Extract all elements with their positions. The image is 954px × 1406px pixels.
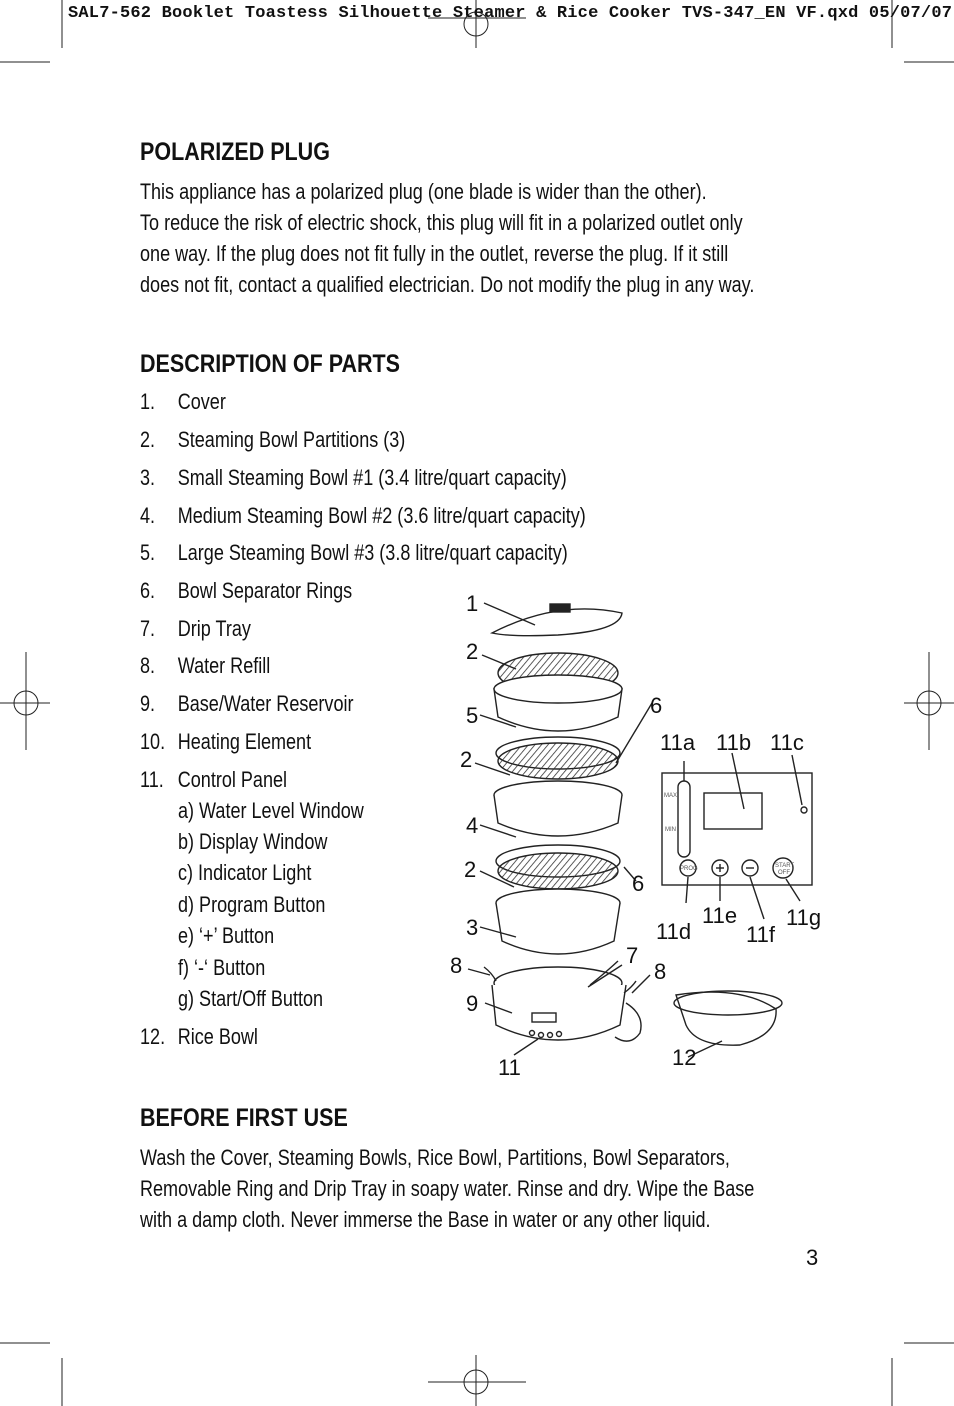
list-item: 9. Base/Water Reservoir — [140, 691, 354, 716]
before-first-use-heading: BEFORE FIRST USE — [140, 1104, 348, 1132]
callout: 2 — [460, 747, 473, 772]
text-line: This appliance has a polarized plug (one blade is wider than the other). — [140, 179, 707, 204]
callout: 3 — [466, 915, 479, 940]
panel-prog-label: PROG — [680, 866, 698, 872]
page-number: 3 — [806, 1245, 819, 1270]
callout: 11c — [770, 730, 804, 755]
cover-illustration — [492, 609, 622, 636]
callout: 8 — [450, 953, 463, 978]
callout: 11 — [498, 1055, 521, 1080]
text-line: Removable Ring and Drip Tray in soapy water. Rinse and dry. Wipe the Base — [140, 1176, 755, 1201]
callout: 11a — [660, 730, 696, 755]
callout: 11b — [716, 730, 752, 755]
cover-handle — [550, 604, 570, 612]
callout: 2 — [466, 639, 479, 664]
sub-item: b) Display Window — [178, 829, 328, 854]
text-line: with a damp cloth. Never immerse the Base in water or any other liquid. — [140, 1207, 711, 1232]
sub-item: a) Water Level Window — [178, 798, 364, 823]
list-item: 5. Large Steaming Bowl #3 (3.8 litre/quart capacity) — [140, 540, 568, 565]
sub-item: c) Indicator Light — [178, 860, 312, 885]
callout: 11e — [702, 903, 738, 928]
callout: 12 — [672, 1045, 697, 1070]
steamer-diagram — [440, 585, 840, 1085]
file-slug: SAL7-562 Booklet Toastess Silhouette Steamer & Rice Cooker TVS-347_EN VF.qxd 05/07/07 — [68, 4, 953, 23]
description-of-parts-heading: DESCRIPTION OF PARTS — [140, 350, 401, 378]
small-bowl-illustration — [496, 903, 620, 954]
text-line: one way. If the plug does not fit fully in the outlet, reverse the plug. If it still — [140, 241, 729, 266]
before-first-use-text — [140, 1142, 796, 1235]
panel-max-label: MAX — [664, 793, 678, 799]
callout: 6 — [632, 871, 645, 896]
callout: 2 — [464, 857, 477, 882]
callout: 11g — [786, 905, 822, 930]
water-level-window — [678, 781, 690, 857]
list-item: 12. Rice Bowl — [140, 1024, 258, 1049]
callout: 8 — [654, 959, 667, 984]
list-item: 8. Water Refill — [140, 653, 271, 678]
callout: 9 — [466, 991, 479, 1016]
rice-bowl-illustration — [676, 992, 776, 1045]
list-item: 11. Control Panel — [140, 767, 288, 792]
sub-item: d) Program Button — [178, 892, 326, 917]
callout: 11f — [746, 922, 775, 947]
sub-item: g) Start/Off Button — [178, 986, 324, 1011]
list-item: 6. Bowl Separator Rings — [140, 578, 353, 603]
callout: 7 — [626, 943, 639, 968]
text-line: To reduce the risk of electric shock, this plug will fit in a polarized outlet only — [140, 210, 743, 235]
panel-start-label: START — [775, 863, 795, 869]
polarized-plug-heading: POLARIZED PLUG — [140, 138, 330, 166]
sub-item: f) ‘-‘ Button — [178, 955, 266, 980]
callout: 1 — [466, 591, 479, 616]
callout: 4 — [466, 813, 479, 838]
list-item: 4. Medium Steaming Bowl #2 (3.6 litre/quart capacity) — [140, 503, 586, 528]
medium-bowl-illustration — [494, 795, 622, 836]
panel-min-label: MIN — [665, 827, 676, 833]
text-line: Wash the Cover, Steaming Bowls, Rice Bowl, Partitions, Bowl Separators, — [140, 1145, 730, 1170]
sub-item: e) ‘+’ Button — [178, 923, 275, 948]
list-item: 1. Cover — [140, 389, 226, 414]
indicator-light — [801, 807, 807, 813]
polarized-plug-text — [140, 176, 796, 300]
callout: 6 — [650, 693, 663, 718]
list-item: 7. Drip Tray — [140, 616, 251, 641]
list-item: 2. Steaming Bowl Partitions (3) — [140, 427, 406, 452]
list-item: 10. Heating Element — [140, 729, 312, 754]
callout: 11d — [656, 919, 692, 944]
panel-off-label: OFF — [778, 870, 790, 876]
text-line: does not fit, contact a qualified electrician. Do not modify the plug in any way. — [140, 272, 755, 297]
display-window — [704, 793, 762, 829]
callout: 5 — [466, 703, 479, 728]
list-item: 3. Small Steaming Bowl #1 (3.4 litre/quart capacity) — [140, 465, 567, 490]
